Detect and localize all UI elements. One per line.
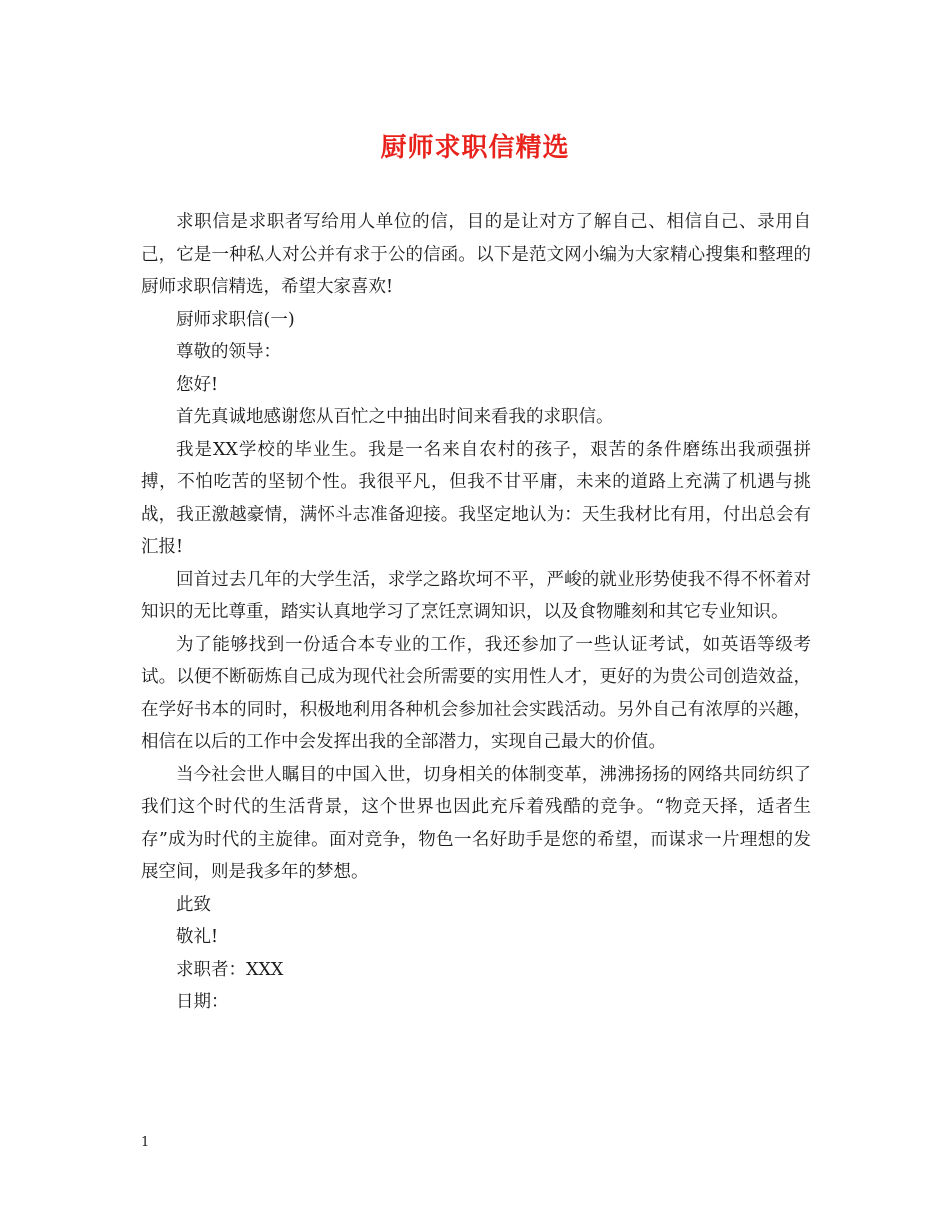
salutation: 尊敬的领导：	[176, 342, 281, 362]
body-paragraph: 我是XX学校的毕业生。我是一名来自农村的孩子，艰苦的条件磨练出我顽强拼搏，不怕吃苦的坚韧个性。我很平凡，但我不甘平庸，未来的道路上充满了机遇与挑战，我正激越豪情，满怀斗志准备迎接。我坚定地认为：天生我材比有用，付出总会有汇报!	[141, 439, 811, 557]
closing-line: 此致	[176, 894, 211, 915]
closing-salute: 敬礼!	[176, 927, 219, 947]
letter-heading: 厨师求职信(一)	[176, 309, 295, 330]
body-paragraph: 回首过去几年的大学生活，求学之路坎坷不平，严峻的就业形势使我不得不怀着对知识的无比尊重，踏实认真地学习了烹饪烹调知识，以及食物雕刻和其它专业知识。	[141, 569, 811, 622]
body-paragraph: 当今社会世人瞩目的中国入世，切身相关的体制变革，沸沸扬扬的网络共同纺织了我们这个时代的生活背景，这个世界也因此充斥着残酷的竞争。“物竞天择，适者生存”成为时代的主旋律。面对竞争，物色一名好助手是您的希望，而谋求一片理想的发展空间，则是我多年的梦想。	[141, 764, 811, 882]
signature-line: 求职者：XXX	[176, 959, 284, 980]
page-number: 1	[141, 1135, 150, 1150]
intro-paragraph: 求职信是求职者写给用人单位的信，目的是让对方了解自己、相信自己、录用自己，它是一种私人对公并有求于公的信函。以下是范文网小编为大家精心搜集和整理的厨师求职信精选，希望大家喜欢!	[141, 212, 811, 297]
document-body	[141, 206, 811, 1019]
body-paragraph: 为了能够找到一份适合本专业的工作，我还参加了一些认证考试，如英语等级考试。以便不断砺炼自己成为现代社会所需要的实用性人才，更好的为贵公司创造效益，在学好书本的同时，积极地利用各种机会参加社会实践活动。另外自己有浓厚的兴趣，相信在以后的工作中会发挥出我的全部潜力，实现自己最大的价值。	[141, 634, 811, 752]
date-line: 日期：	[176, 992, 229, 1012]
greeting: 您好!	[176, 374, 219, 395]
body-paragraph: 首先真诚地感谢您从百忙之中抽出时间来看我的求职信。	[176, 407, 614, 427]
document-title: 厨师求职信精选	[380, 133, 570, 163]
